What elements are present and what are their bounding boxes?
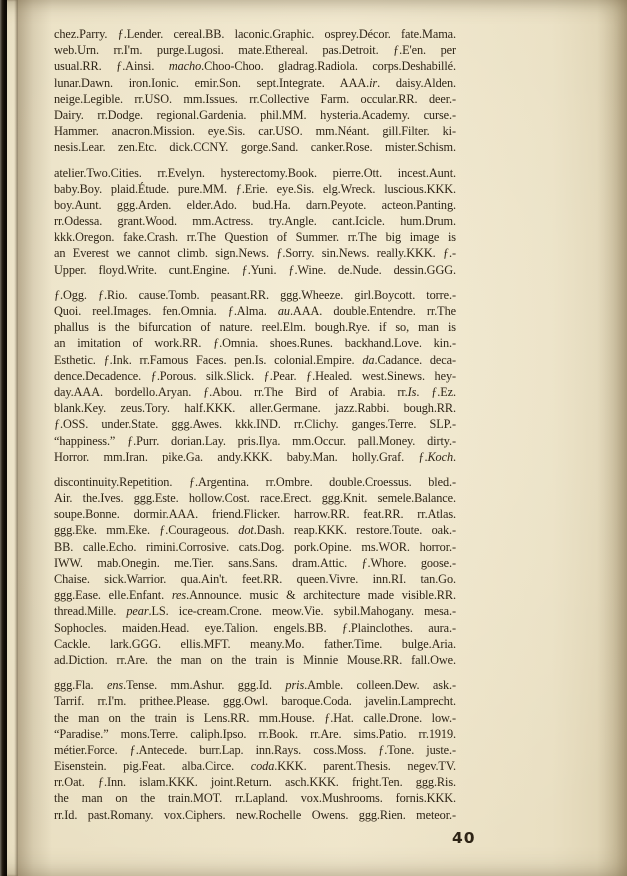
text-line: Chaise. sick.Warrior. qua.Ain't. feet.RR. queen.Vivre. inn.RI. tan.Go. xyxy=(54,572,456,586)
text-line: kkk.Oregon. fake.Crash. rr.The Question of Summer. rr.The big image is xyxy=(54,230,456,245)
text-line: discontinuity.Repetition. ƒ.Argentina. rr.Ombre. double.Croessus. bled.- xyxy=(54,474,456,489)
text-line: blank.Key. zeus.Tory. half.KKK. aller.Germane. jazz.Rabbi. bough.RR. xyxy=(54,401,456,416)
text-line: baby.Boy. plaid.Étude. pure.MM. ƒ.Erie. eye.Sis. elg.Wreck. luscious.KKK. xyxy=(54,181,456,196)
text-line: rr.Oat. ƒ.Inn. islam.KKK. joint.Return. asch.KKK. fright.Ten. ggg.Ris. xyxy=(54,775,456,790)
text-line: nesis.Lear. zen.Etc. dick.CCNY. gorge.Sand. canker.Rose. mister.Schism. xyxy=(54,140,456,155)
text-line: Hammer. anacron.Mission. eye.Sis. car.USO. mm.Néant. gill.Filter. ki- xyxy=(54,124,456,139)
gutter-shadow xyxy=(18,0,52,876)
text-line: web.Urn. rr.I'm. purge.Lugosi. mate.Ethereal. pas.Detroit. ƒ.E'en. per xyxy=(54,43,456,58)
text-line: Quoi. reel.Images. fen.Omnia. ƒ.Alma. au.AAA. double.Entendre. rr.The xyxy=(54,304,456,318)
text-line: the man on the train.MOT. rr.Lapland. vox.Mushrooms. fornis.KKK. xyxy=(54,791,456,806)
text-line: rr.Id. past.Romany. vox.Ciphers. new.Rochelle Owens. ggg.Rien. meteor.- xyxy=(54,807,456,822)
text-line: BB. calle.Echo. rimini.Corrosive. cats.Dog. pork.Opine. ms.WOR. horror.- xyxy=(54,539,456,554)
text-line: dence.Decadence. ƒ.Porous. silk.Slick. ƒ.Pear. ƒ.Healed. west.Sinews. hey- xyxy=(54,368,456,383)
text-line: ƒ.Ogg. ƒ.Rio. cause.Tomb. peasant.RR. ggg.Wheeze. girl.Boycott. torre.- xyxy=(54,287,456,302)
text-block xyxy=(54,26,456,832)
text-line: Tarrif. rr.I'm. prithee.Please. ggg.Owl. baroque.Coda. javelin.Lamprecht. xyxy=(54,694,456,709)
text-line: IWW. mab.Onegin. me.Tier. sans.Sans. dram.Attic. ƒ.Whore. goose.- xyxy=(54,555,456,570)
text-line: phallus is the bifurcation of nature. reel.Elm. bough.Rye. if so, man is xyxy=(54,320,456,335)
text-line: “happiness.” ƒ.Purr. dorian.Lay. pris.Ilya. mm.Occur. pall.Money. dirty.- xyxy=(54,433,456,448)
text-line: atelier.Two.Cities. rr.Evelyn. hysterectomy.Book. pierre.Ott. incest.Aunt. xyxy=(54,165,456,180)
text-line: ƒ.OSS. under.State. ggg.Awes. kkk.IND. rr.Clichy. ganges.Terre. SLP.- xyxy=(54,417,456,432)
text-line: an imitation of work.RR. ƒ.Omnia. shoes.Runes. backhand.Love. kin.- xyxy=(54,336,456,351)
text-line: thread.Mille. pear.LS. ice-cream.Crone. meow.Vie. sybil.Mahogany. mesa.- xyxy=(54,604,456,619)
page-edges xyxy=(7,0,18,876)
text-line: ggg.Fla. ens.Tense. mm.Ashur. ggg.Id. pris.Amble. colleen.Dew. ask.- xyxy=(54,678,456,693)
paragraph xyxy=(54,287,456,465)
text-line: chez.Parry. ƒ.Lender. cereal.BB. laconic.Graphic. osprey.Décor. fate.Mama. xyxy=(54,27,456,41)
text-line: métier.Force. ƒ.Antecede. burr.Lap. inn.Rays. coss.Moss. ƒ.Tone. juste.- xyxy=(54,742,456,757)
text-line: Cackle. lark.GGG. ellis.MFT. meany.Mo. father.Time. bulge.Aria. xyxy=(54,636,456,651)
text-line: Air. the.Ives. ggg.Este. hollow.Cost. race.Erect. ggg.Knit. semele.Balance. xyxy=(54,491,456,506)
text-line: “Paradise.” mons.Terre. caliph.Ipso. rr.Book. rr.Are. sims.Patio. rr.1919. xyxy=(54,726,456,741)
binding-black-strip xyxy=(0,0,7,876)
text-line: neige.Legible. rr.USO. mm.Issues. rr.Collective Farm. occular.RR. deer.- xyxy=(54,91,456,106)
text-line: Upper. floyd.Write. cunt.Engine. ƒ.Yuni. ƒ.Wine. de.Nude. dessin.GGG. xyxy=(54,262,456,277)
text-line: rr.Odessa. grant.Wood. mm.Actress. try.Angle. cant.Icicle. hum.Drum. xyxy=(54,214,456,229)
text-line: soupe.Bonne. dormir.AAA. friend.Flicker. harrow.RR. feat.RR. rr.Atlas. xyxy=(54,507,456,522)
right-edge-shade xyxy=(597,0,627,876)
text-line: Horror. mm.Iran. pike.Ga. andy.KKK. baby.Man. holly.Graf. ƒ.Koch. xyxy=(54,449,456,464)
paragraph xyxy=(54,165,456,278)
paragraph xyxy=(54,677,456,823)
text-line: Esthetic. ƒ.Ink. rr.Famous Faces. pen.Is. colonial.Empire. da.Cadance. deca- xyxy=(54,352,457,367)
text-line: Dairy. rr.Dodge. regional.Gardenia. phil.MM. hysteria.Academy. curse.- xyxy=(54,107,456,122)
text-line: the man on the train is Lens.RR. mm.House. ƒ.Hat. calle.Drone. low.- xyxy=(54,710,456,725)
text-line: ggg.Ease. elle.Enfant. res.Announce. music & architecture made visible.RR. xyxy=(54,588,456,603)
text-line: boy.Aunt. ggg.Arden. elder.Ado. bud.Ha. darn.Peyote. acteon.Panting. xyxy=(54,197,456,212)
text-line: usual.RR. ƒ.Ainsi. macho.Choo-Choo. gladrag.Radiola. corps.Deshabillé. xyxy=(54,59,456,74)
text-line: ad.Diction. rr.Are. the man on the train is Minnie Mouse.RR. fall.Owe. xyxy=(54,652,456,667)
paragraph xyxy=(54,26,456,156)
text-line: lunar.Dawn. iron.Ionic. emir.Son. sept.Integrate. AAA.ir. daisy.Alden. xyxy=(54,75,456,90)
text-line: Eisenstein. pig.Feat. alba.Circe. coda.KKK. parent.Thesis. negev.TV. xyxy=(54,759,457,774)
page-number: 40 xyxy=(452,829,476,847)
paragraph xyxy=(54,474,456,668)
text-line: ggg.Eke. mm.Eke. ƒ.Courageous. dot.Dash. reap.KKK. restore.Toute. oak.- xyxy=(54,523,456,538)
text-line: Sophocles. maiden.Head. eye.Talion. engels.BB. ƒ.Plainclothes. aura.- xyxy=(54,620,456,635)
text-line: day.AAA. bordello.Aryan. ƒ.Abou. rr.The Bird of Arabia. rr.Is. ƒ.Ez. xyxy=(54,384,456,399)
text-line: an Everest we cannot climb. sign.News. ƒ.Sorry. sin.News. really.KKK. ƒ.- xyxy=(54,246,456,261)
